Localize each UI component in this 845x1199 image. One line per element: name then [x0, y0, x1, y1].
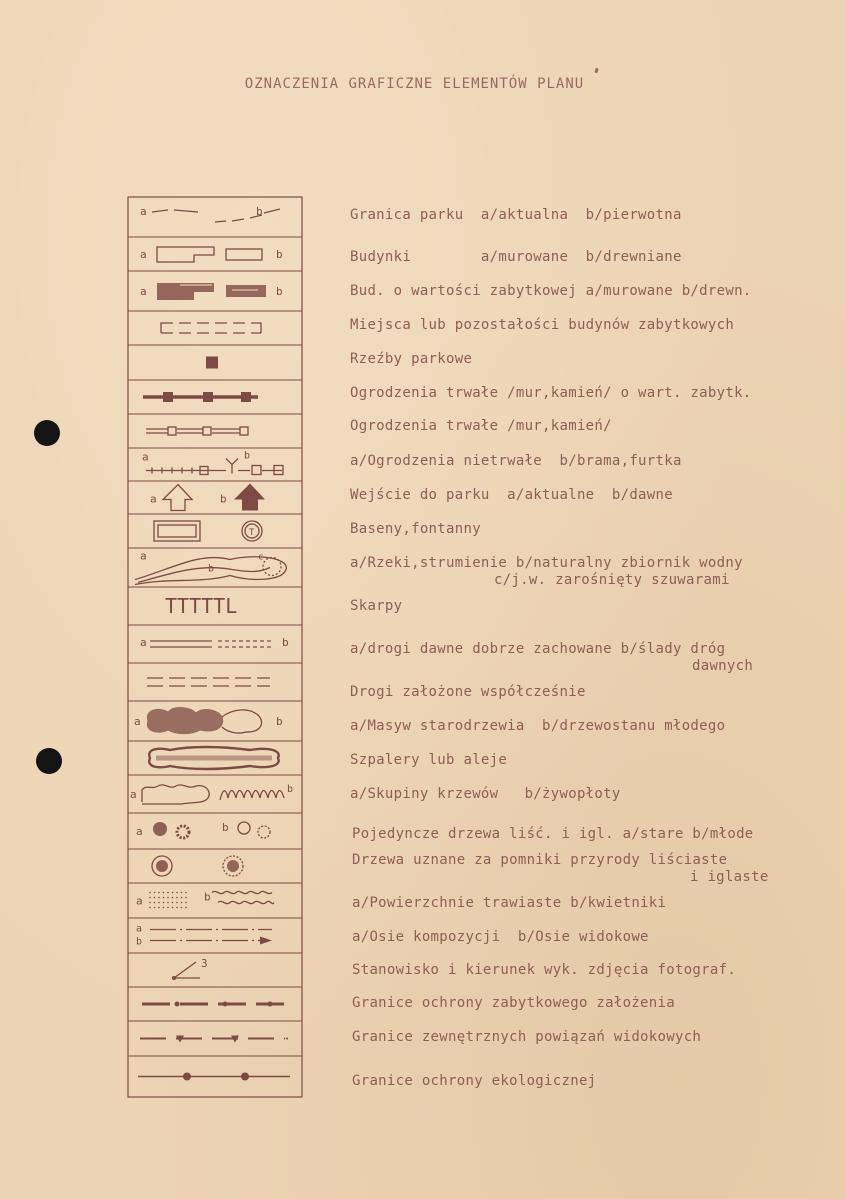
reed-pond-icon [263, 558, 281, 576]
symbol-letter: a [136, 825, 143, 838]
old-conifer-tree-icon [177, 826, 189, 838]
symbol-letter: b [276, 285, 283, 298]
lawn-dot [181, 902, 183, 904]
embankment-glyph: TTTTTL [165, 594, 238, 618]
park-entrance-symbol [150, 484, 265, 511]
symbol-letter: c [258, 552, 264, 563]
symbol-letter: b [136, 936, 143, 948]
composition-axis-symbol [136, 924, 272, 948]
modern-road-dashes [147, 678, 270, 686]
monument-deciduous-core [156, 860, 168, 872]
lawn-dot [176, 897, 178, 899]
heritage-boundary-dot [175, 1002, 180, 1007]
symbol-letter: a [142, 450, 149, 464]
lawn-dot [163, 902, 165, 904]
masonry-building-outline [157, 247, 214, 262]
wall-post [203, 427, 211, 435]
legend-entry-description: Granica parku a/aktualna b/pierwotna [350, 207, 682, 223]
lawn-dot [185, 902, 187, 904]
legend-entry-description: Pojedyncze drzewa liść. i igl. a/stare b/młode [352, 826, 754, 842]
lawn-dot [154, 902, 156, 904]
lawn-dot [149, 907, 151, 909]
building-remains-symbol [161, 323, 261, 333]
photo-station-dot [172, 976, 176, 980]
fence-gate-symbol [142, 451, 283, 475]
pool-outline [154, 521, 200, 541]
lawn-dot [181, 897, 183, 899]
legend-entry-description: Wejście do parku a/aktualne b/dawne [350, 487, 673, 503]
historic-building-symbol [140, 283, 283, 300]
legend-entry-description: Budynki a/murowane b/drewniane [350, 249, 682, 265]
preserved-road-line [150, 641, 212, 647]
legend-entry-description: Ogrodzenia trwałe /mur,kamień/ o wart. zabytk. [350, 385, 752, 401]
lawn-dot [181, 907, 183, 909]
lawn-dot [149, 892, 151, 894]
lawn-dot [158, 907, 160, 909]
symbol-letter: a [140, 205, 147, 218]
lawn-dot [158, 902, 160, 904]
double-wall-line [146, 429, 240, 433]
symbol-letter: a [134, 715, 141, 728]
symbol-letter: a [130, 788, 137, 801]
lawn-dot [154, 907, 156, 909]
boundary-dash [174, 210, 198, 212]
young-deciduous-tree-icon [238, 822, 250, 834]
lawn-dot [172, 892, 174, 894]
symbol-letter: b [222, 821, 229, 834]
embankment-symbol [165, 594, 237, 618]
symbol-letter: a [150, 492, 157, 506]
lawn-dot [163, 897, 165, 899]
symbol-letter: a [140, 636, 147, 649]
lawn-dot [172, 897, 174, 899]
legend-entry-description-continued: c/j.w. zarośnięty szuwarami [494, 572, 730, 588]
boundary-dash [264, 209, 280, 213]
view-boundary-end-dot [286, 1038, 288, 1040]
monument-conifer-core [227, 860, 239, 872]
lawn-dot [167, 897, 169, 899]
young-tree-mass [222, 710, 262, 733]
symbol-letter: b [208, 563, 215, 575]
legend-entry-description: Granice ochrony ekologicznej [352, 1073, 597, 1089]
symbol-letter: a [140, 285, 147, 298]
gate-post [252, 466, 261, 475]
legend-entry-description: Skarpy [350, 598, 403, 614]
single-tree-symbol [136, 821, 270, 838]
lawn-dot [176, 907, 178, 909]
lawn-dot [167, 892, 169, 894]
hedge-line [220, 791, 284, 801]
wall-post [240, 427, 248, 435]
page-title: OZNACZENIA GRAFICZNE ELEMENTÓW PLANU [244, 76, 585, 92]
lawn-dot [167, 907, 169, 909]
sculpture-square-icon [206, 357, 218, 369]
wall-post [168, 427, 176, 435]
dashed-building-outline [161, 323, 261, 333]
legend-entry-description: Ogrodzenia trwałe /mur,kamień/ [350, 418, 612, 434]
old-deciduous-tree-icon [153, 822, 167, 836]
lawn-dot [163, 892, 165, 894]
pool-inner-outline [158, 525, 196, 537]
legend-entry-description-continued: i iglaste [690, 869, 769, 885]
lawn-flowerbed-symbol [136, 891, 274, 909]
ecological-boundary-dot [183, 1073, 191, 1081]
photo-direction-lines [174, 962, 200, 978]
legend-entry-description: Granice zewnętrznych powiązań widokowych [352, 1029, 702, 1045]
legend-entry-description: a/Ogrodzenia nietrwałe b/brama,furtka [350, 453, 682, 469]
legend-entry-description: Miejsca lub pozostałości budynów zabytkowych [350, 317, 735, 333]
lawn-dot [158, 897, 160, 899]
ecological-boundary-dot [241, 1073, 249, 1081]
shrub-hedge-symbol [130, 784, 293, 804]
legend-entry-description: a/Skupiny krzewów b/żywopłoty [350, 786, 621, 802]
photo-number: 3 [201, 957, 208, 970]
symbol-letter: a [136, 923, 143, 935]
legend-entry-description: Rzeźby parkowe [350, 351, 473, 367]
symbol-letter: b [204, 890, 211, 904]
legend-entry-description: Szpalery lub aleje [350, 752, 508, 768]
symbol-letter: a [140, 248, 147, 261]
lawn-dot [181, 892, 183, 894]
flowerbed-wave [212, 891, 272, 893]
historic-wall-symbol [143, 392, 258, 402]
symbol-letter: a [140, 549, 147, 563]
young-conifer-tree-icon [258, 826, 270, 838]
lawn-dot [149, 897, 151, 899]
historic-wooden-building [226, 285, 266, 297]
legend-entry-description: Baseny,fontanny [350, 521, 481, 537]
symbol-letter: b [282, 636, 289, 649]
pool-fountain-symbol [154, 521, 262, 541]
lawn-dot [154, 897, 156, 899]
legend-entry-description: Granice ochrony zabytkowego założenia [352, 995, 675, 1011]
lawn-dot [185, 897, 187, 899]
heritage-boundary-symbol [142, 1002, 288, 1007]
legend-entry-description: Stanowisko i kierunek wyk. zdjęcia fotograf. [352, 962, 737, 978]
tree-mass-symbol [134, 708, 283, 734]
lawn-dot [172, 907, 174, 909]
photo-position-symbol [172, 957, 208, 980]
view-axis-arrow-icon [260, 937, 272, 945]
legend-entry-description: a/Masyw starodrzewia b/drzewostanu młodego [350, 718, 726, 734]
former-entrance-arrow-icon [234, 484, 265, 511]
boundary-dash [152, 210, 168, 212]
symbol-letter: b [287, 784, 294, 795]
park-boundary-symbol [140, 205, 280, 222]
legend-entry-description: Bud. o wartości zabytkowej a/murowane b/drewn. [350, 283, 752, 299]
building-symbol [140, 247, 283, 262]
ecological-boundary-symbol [138, 1073, 290, 1081]
shrub-group-outline [142, 785, 209, 804]
wall-symbol [146, 427, 248, 435]
historic-road-symbol [140, 636, 289, 649]
heritage-boundary-dot [223, 1002, 228, 1007]
lawn-dot [167, 902, 169, 904]
lawn-dot [163, 907, 165, 909]
wooden-building-outline [226, 249, 262, 260]
river-pond-symbol [135, 550, 286, 585]
lawn-dot [149, 902, 151, 904]
symbol-letter: b [276, 715, 283, 728]
lawn-dot [172, 902, 174, 904]
lawn-dot [158, 892, 160, 894]
symbol-letter: a [136, 894, 143, 908]
tree-alley-symbol [149, 747, 278, 769]
legend-entry-description-continued: dawnych [692, 658, 754, 674]
symbol-letter: b [256, 205, 263, 218]
legend-entry-description: a/Osie kompozycji b/Osie widokowe [352, 929, 649, 945]
wall-pillar [203, 392, 213, 402]
legend-entry-description: Drzewa uznane za pomniki przyrody liściaste [352, 852, 728, 868]
boundary-dash-faded [215, 215, 262, 222]
wall-pillar [163, 392, 173, 402]
lawn-dot [176, 902, 178, 904]
flowerbed-wave [218, 901, 274, 903]
legend-entry-description: a/Powierzchnie trawiaste b/kwietniki [352, 895, 667, 911]
modern-road-symbol [147, 678, 270, 686]
symbol-letter: b [276, 248, 283, 261]
lawn-dot [185, 907, 187, 909]
legend-entry-description: a/drogi dawne dobrze zachowane b/ślady dróg [350, 641, 726, 657]
lawn-dot [176, 892, 178, 894]
fountain-mark: T [249, 528, 255, 538]
legend-entry-description: Drogi założone współcześnie [350, 684, 586, 700]
heritage-boundary-dot [268, 1002, 273, 1007]
old-tree-mass [147, 708, 222, 734]
symbol-letter: b [220, 492, 227, 506]
gate-symbol [226, 459, 238, 474]
lawn-dot [185, 892, 187, 894]
sculpture-symbol [206, 357, 218, 369]
view-boundary-symbol [140, 1036, 288, 1043]
wall-pillar [241, 392, 251, 402]
road-trace-line [218, 641, 274, 647]
current-entrance-arrow-icon [163, 485, 192, 511]
legend-entry-description: a/Rzeki,strumienie b/naturalny zbiornik wodny [350, 555, 743, 571]
natural-monument-symbol [152, 856, 243, 876]
stream-line [138, 568, 270, 583]
symbol-letter: b [244, 450, 251, 462]
lawn-dot [154, 892, 156, 894]
